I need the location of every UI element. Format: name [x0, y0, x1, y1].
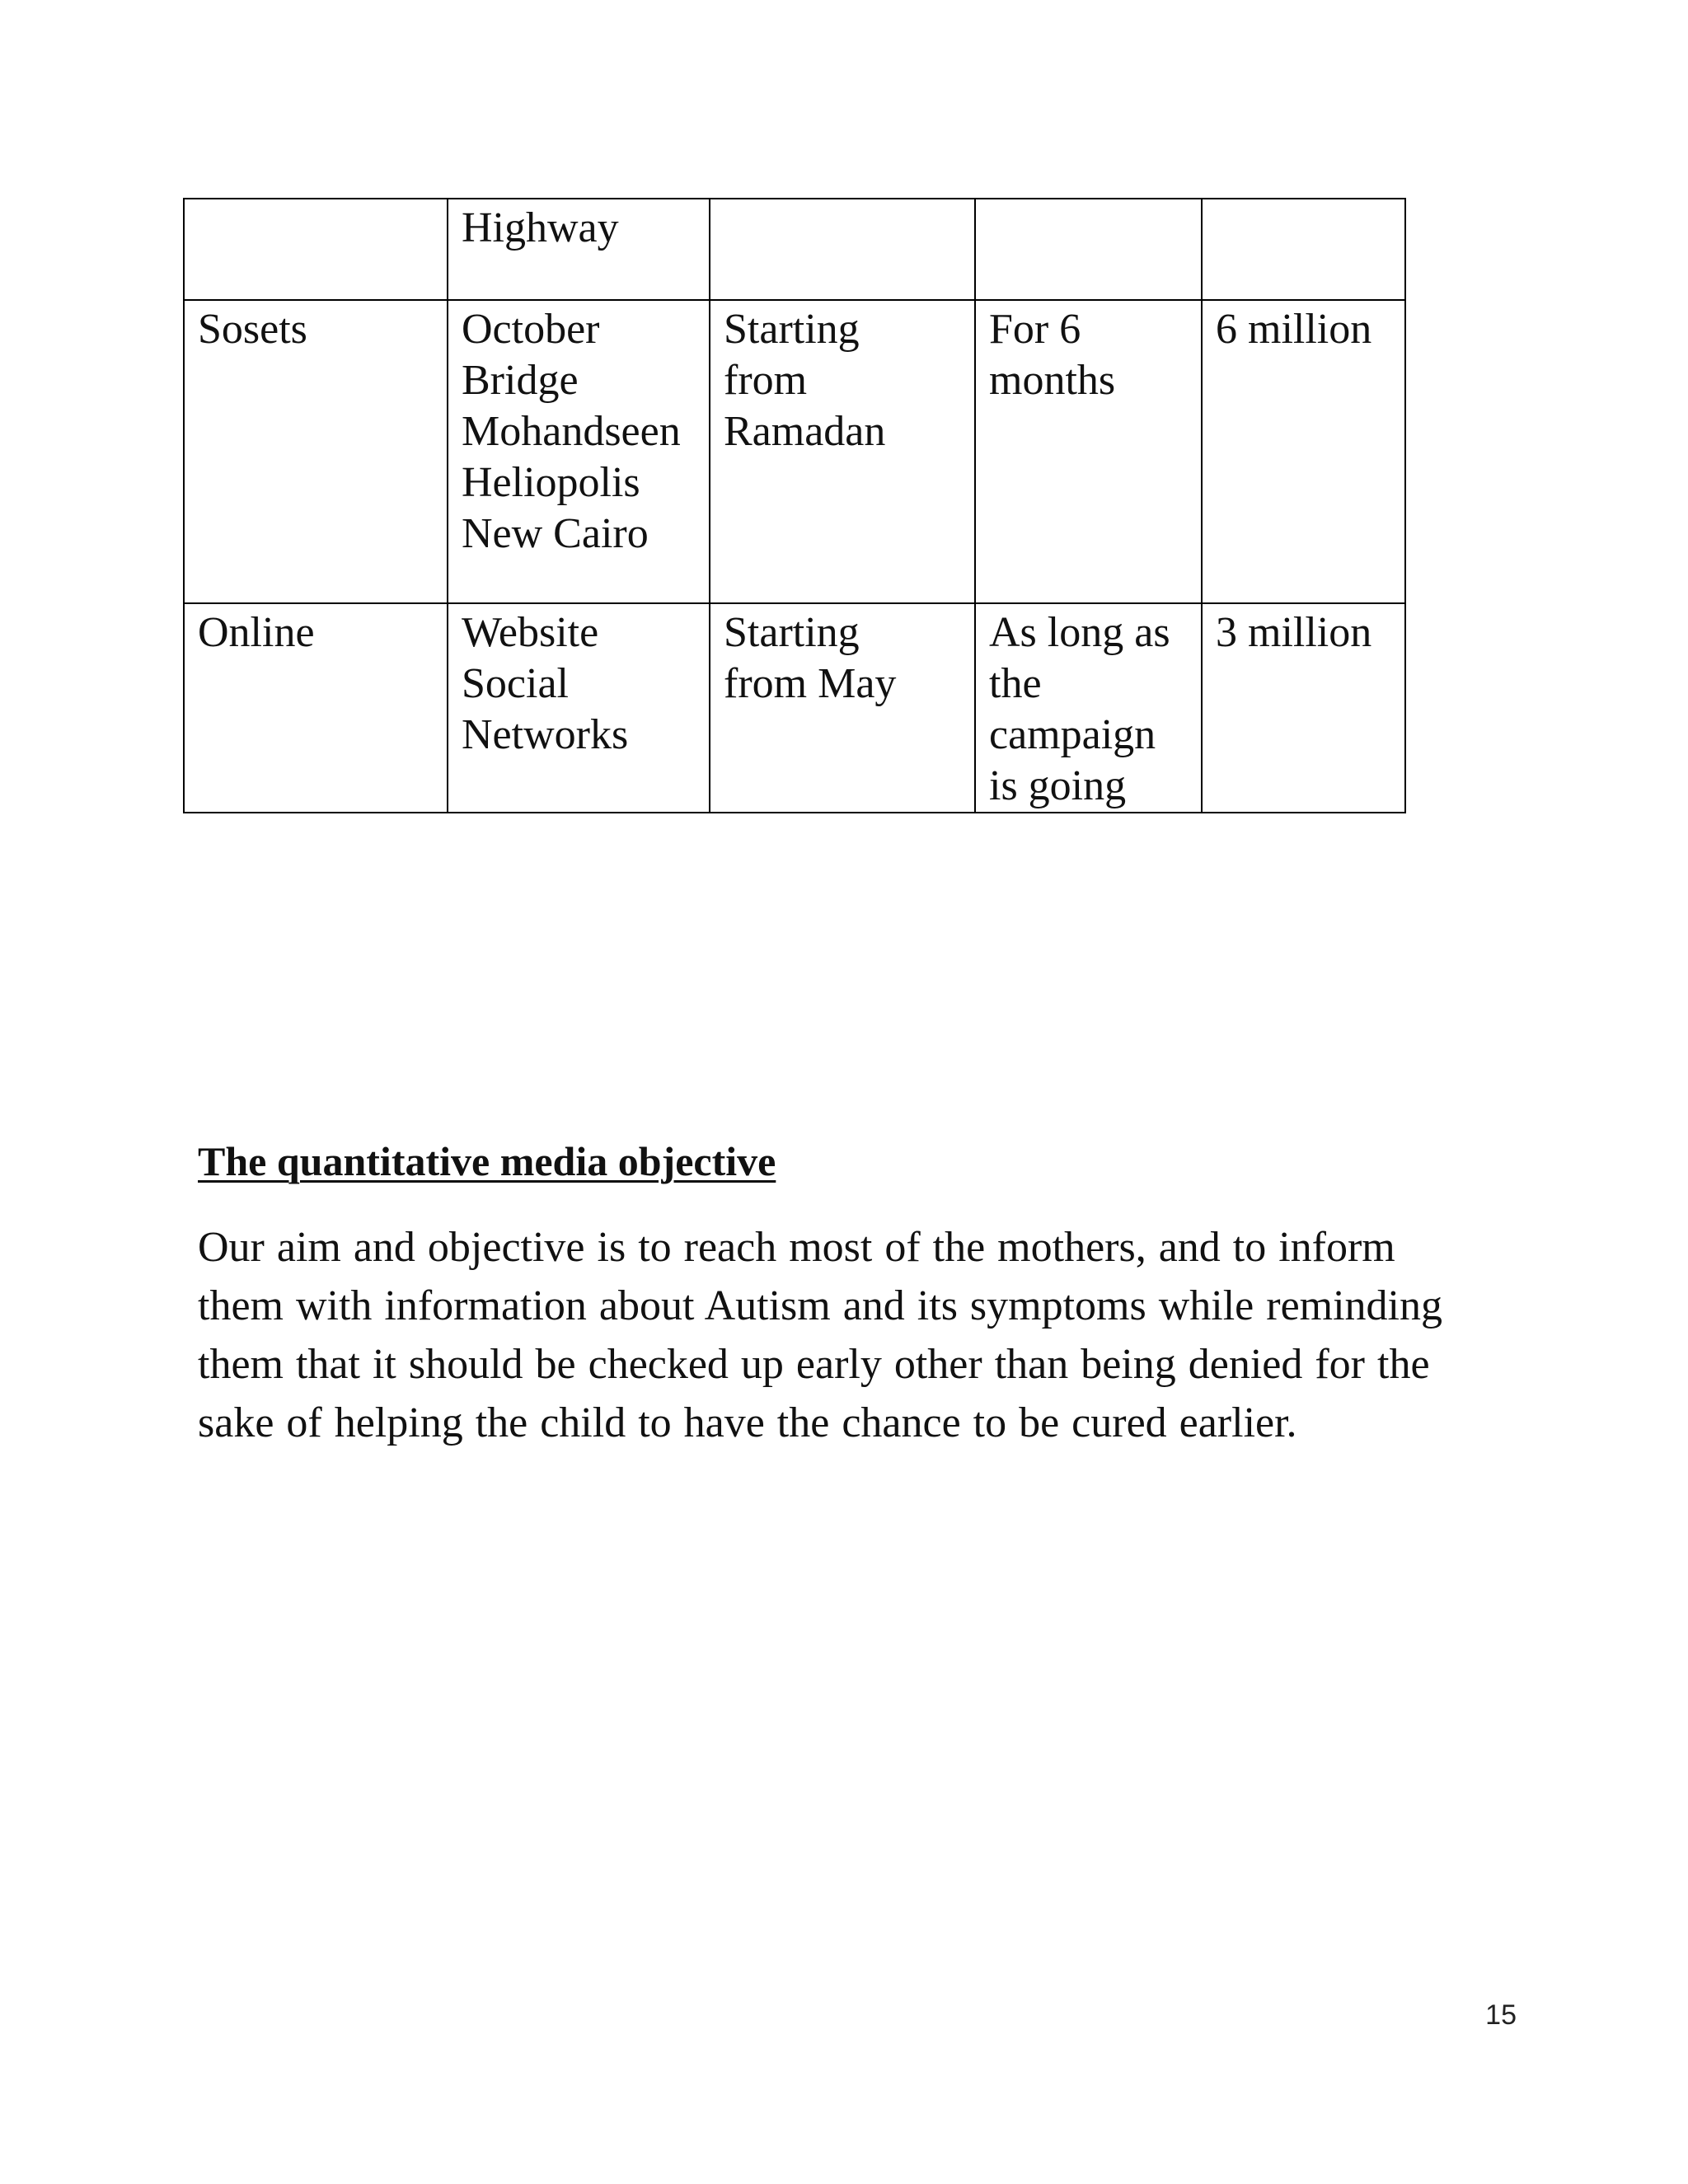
table-cell-duration — [975, 199, 1202, 300]
table-cell-duration: For 6 months — [975, 300, 1202, 603]
table-cell-budget: 3 million — [1202, 603, 1405, 813]
table-row — [184, 603, 1405, 813]
table-cell-location: Website Social Networks — [448, 603, 710, 813]
table-cell-location: Highway — [448, 199, 710, 300]
table-cell-timing: Starting from May — [710, 603, 975, 813]
table-row — [184, 199, 1405, 300]
table-row — [184, 300, 1405, 603]
table-cell-budget — [1202, 199, 1405, 300]
table-cell-location: October Bridge Mohandseen Heliopolis New Cairo — [448, 300, 710, 603]
table-cell-duration: As long as the campaign is going — [975, 603, 1202, 813]
table-cell-medium: Online — [184, 603, 448, 813]
table-cell-budget: 6 million — [1202, 300, 1405, 603]
media-plan-table — [183, 198, 1406, 813]
table-cell-timing — [710, 199, 975, 300]
table-cell-medium: Sosets — [184, 300, 448, 603]
page-number: 15 — [1485, 1999, 1517, 2031]
table-cell-timing: Starting from Ramadan — [710, 300, 975, 603]
objective-paragraph: Our aim and objective is to reach most of the mothers, and to inform them with information about Autism and its symptoms while reminding them that it should be checked up early other than being denied for the sake of helping the child to have the chance to be cured earlier. — [198, 1224, 1443, 1446]
table-cell-medium — [184, 199, 448, 300]
section-heading: The quantitative media objective — [198, 1138, 776, 1184]
